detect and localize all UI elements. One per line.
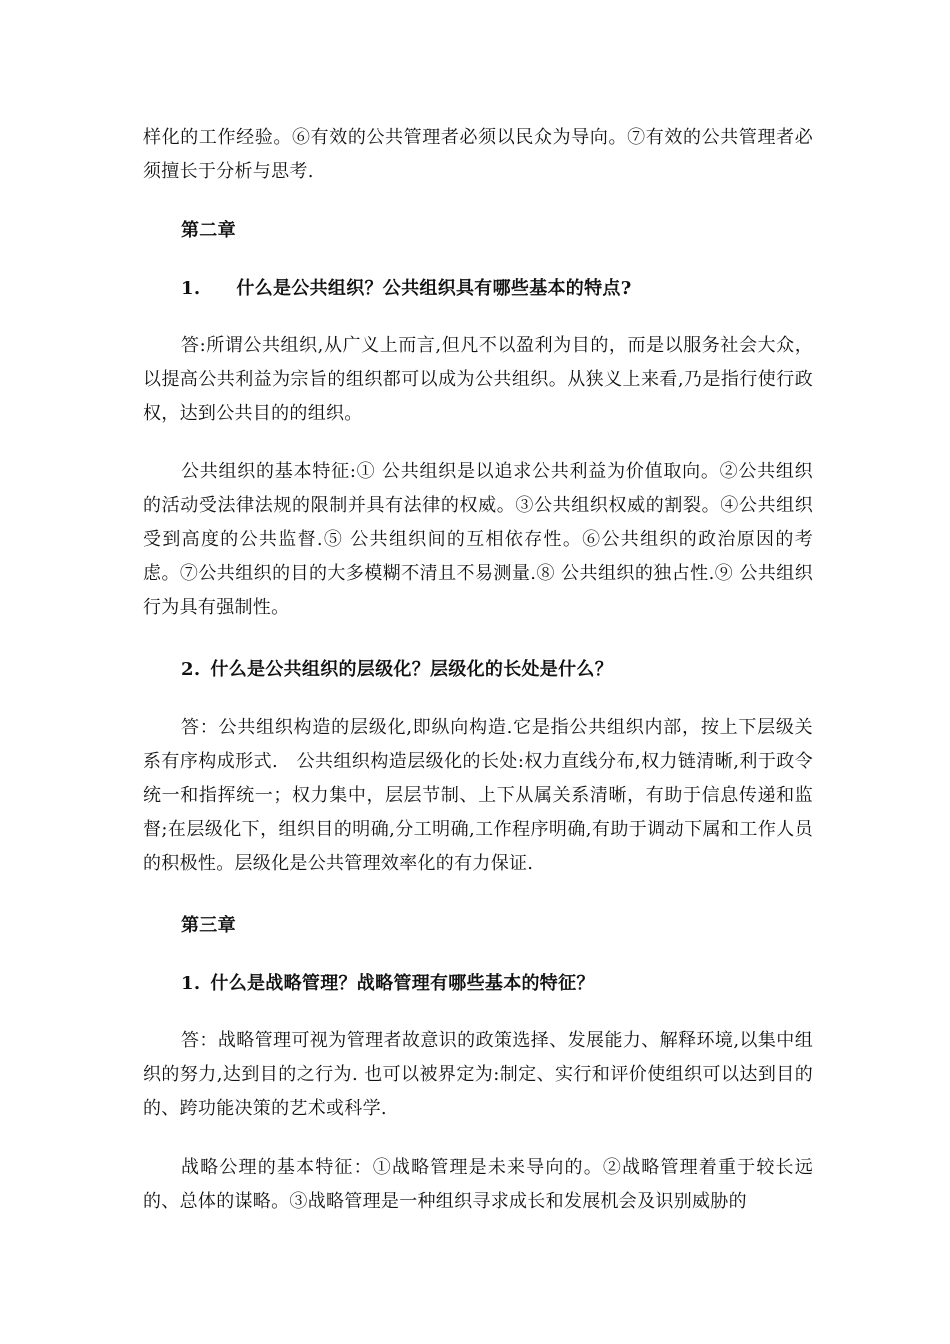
chapter-2-q1-features: 公共组织的基本特征:① 公共组织是以追求公共利益为价值取向。②公共组织的活动受法律法规的限制并具有法律的权威。③公共组织权威的割裂。④公共组织受到高度的公共监督.⑤ 公共组织间的互相依存性。⑥公共组织的政治原因的考虑。⑦公共组织的目的大多模糊不清且不易测量.⑧ 公共组织的独占性.⑨ 公共组织行为具有强制性。: [143, 461, 813, 618]
question-text: 什么是公共组织的层级化？层级化的长处是什么？: [210, 659, 614, 680]
chapter-3-q1-features: 战略公理的基本特征：①战略管理是未来导向的。②战略管理着重于较长远的、总体的谋略。③战略管理是一种组织寻求成长和发展机会及识别威胁的: [143, 1157, 813, 1212]
chapter-2-q1-answer: 答:所谓公共组织,从广义上而言,但凡不以盈利为目的，而是以服务社会大众，以提高公共利益为宗旨的组织都可以成为公共组织。从狭义上来看,乃是指行使行政权，达到公共目的的组织。: [143, 335, 813, 424]
question-number: 2.: [181, 659, 201, 680]
question-number: 1.: [181, 278, 201, 299]
question-text: 什么是战略管理？战略管理有哪些基本的特征？: [210, 973, 595, 994]
chapter-2-title: 第二章: [181, 220, 236, 241]
chapter-3-question-1: [181, 967, 595, 1001]
chapter-2-question-2: [181, 653, 613, 687]
chapter-2-q2-answer: 答：公共组织构造的层级化,即纵向构造.它是指公共组织内部，按上下层级关系有序构成形式. 公共组织构造层级化的长处:权力直线分布,权力链清晰,利于政令统一和指挥统一；权力集中，层层节制、上下从属关系清晰，有助于信息传递和监督;在层级化下，组织目的明确,分工明确,工作程序明确,有助于调动下属和工作人员的积极性。层级化是公共管理效率化的有力保证.: [143, 717, 813, 874]
chapter-3-title: 第三章: [181, 915, 236, 936]
question-number: 1.: [181, 973, 201, 994]
question-text: 什么是公共组织？公共组织具有哪些基本的特点?: [236, 278, 632, 299]
chapter-2-question-1: [181, 272, 632, 306]
intro-paragraph: 样化的工作经验。⑥有效的公共管理者必须以民众为导向。⑦有效的公共管理者必须擅长于分析与思考.: [143, 127, 813, 182]
chapter-3-q1-answer: 答：战略管理可视为管理者故意识的政策选择、发展能力、解释环境,以集中组织的努力,达到目的之行为. 也可以被界定为:制定、实行和评价使组织可以达到目的的、跨功能决策的艺术或科学.: [143, 1030, 813, 1119]
